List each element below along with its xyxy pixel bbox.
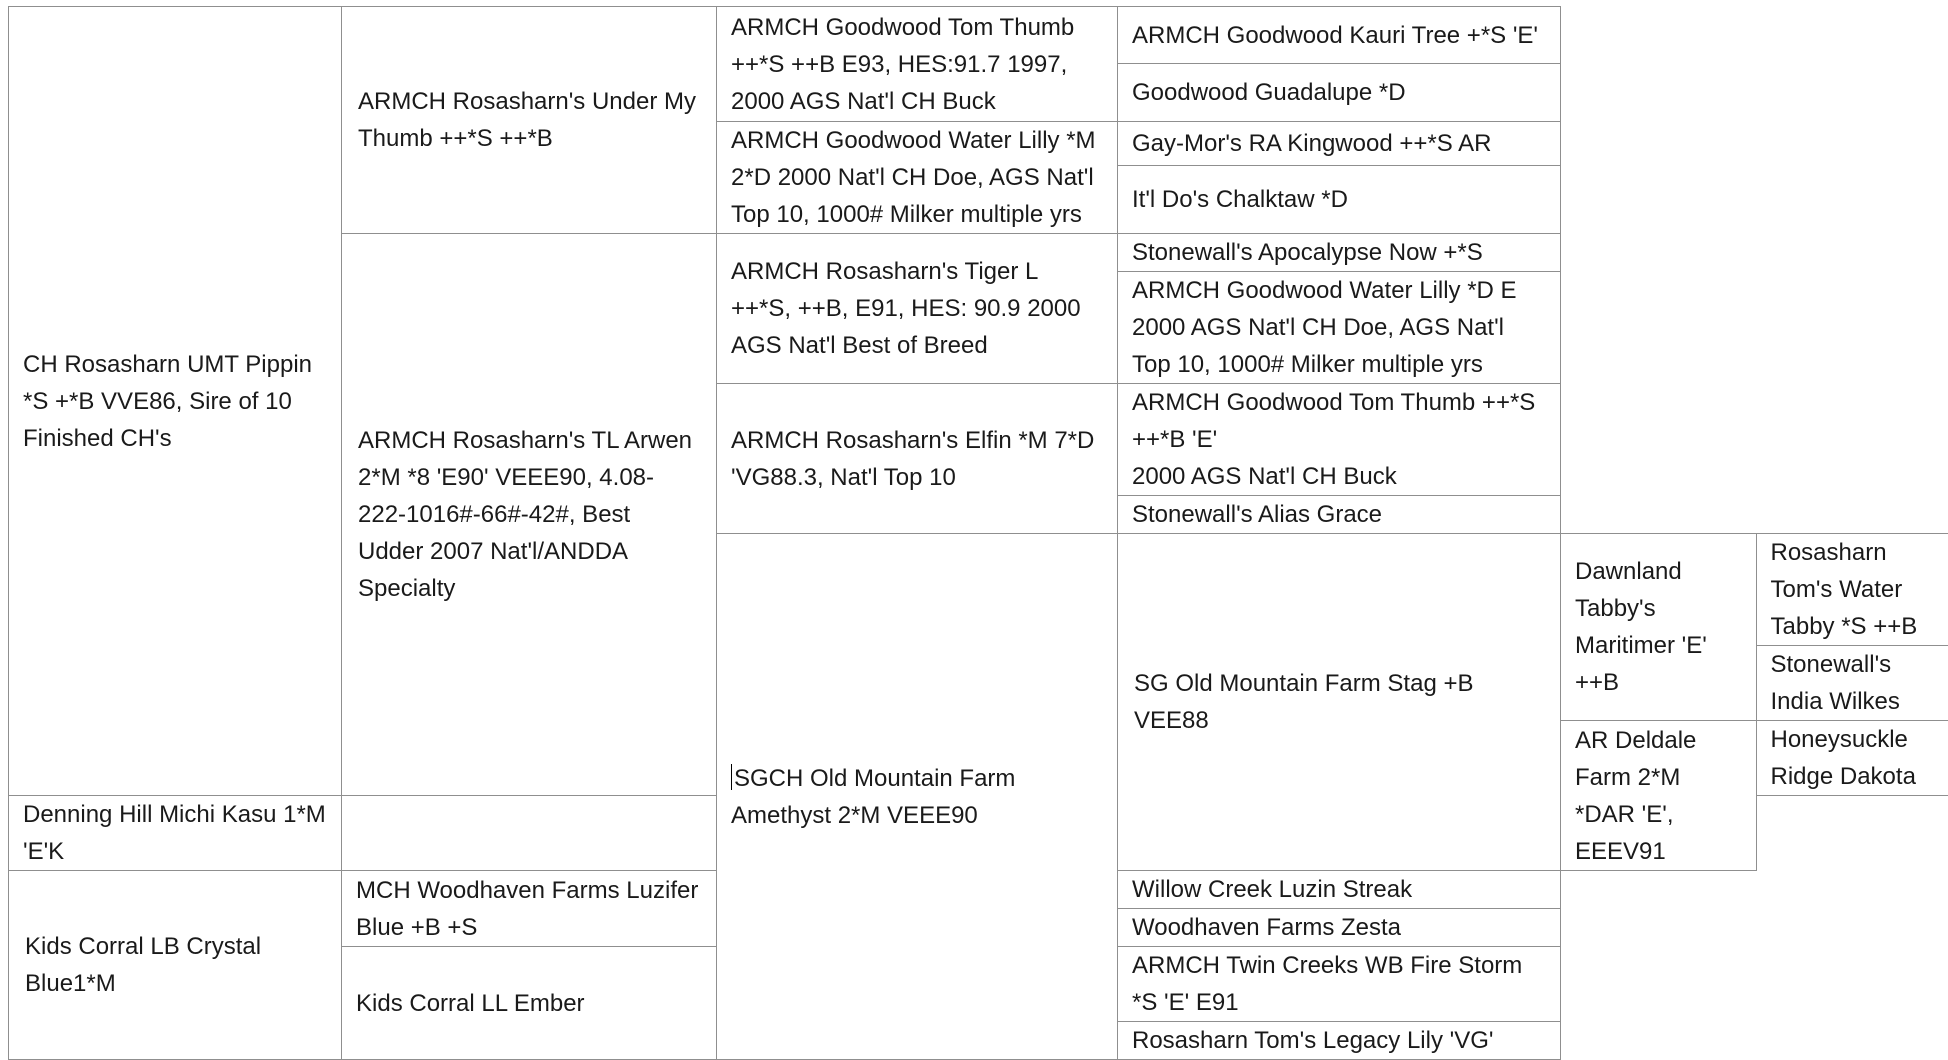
sds-cell[interactable] (717, 234, 1118, 384)
dsd-name: AR Deldale Farm 2*M *DAR 'E', EEEV91 (1575, 722, 1742, 870)
text-cursor (731, 764, 732, 790)
dddd-cell[interactable] (1118, 1022, 1561, 1060)
dds-name: MCH Woodhaven Farms Luzifer Blue +B +S (356, 872, 702, 946)
ssds-name: Gay-Mor's RA Kingwood ++*S AR (1132, 125, 1546, 162)
sdss-cell[interactable] (1118, 234, 1561, 272)
ddds-cell[interactable] (1118, 947, 1561, 1022)
ssd-name: ARMCH Goodwood Water Lilly *M 2*D 2000 Nat'l CH Doe, AGS Nat'l Top 10, 1000# Milker multiple yrs (731, 122, 1103, 233)
sssd-name: Goodwood Guadalupe *D (1132, 74, 1546, 111)
pedigree-row (9, 7, 1948, 64)
sdds-cell[interactable] (1118, 384, 1561, 496)
sdds-name-line1: ARMCH Goodwood Tom Thumb ++*S ++*B 'E' (1132, 384, 1546, 458)
sss-name: ARMCH Goodwood Tom Thumb ++*S ++B E93, HES:91.7 1997, 2000 AGS Nat'l CH Buck (731, 9, 1103, 120)
sdsd-name: ARMCH Goodwood Water Lilly *D E 2000 AGS Nat'l CH Doe, AGS Nat'l Top 10, 1000# Milker multiple yrs (1132, 272, 1546, 383)
ddsd-name: Woodhaven Farms Zesta (1132, 909, 1546, 946)
ssds-cell[interactable] (1118, 122, 1561, 166)
pedigree-table (8, 6, 1948, 1060)
ssss-cell[interactable] (1118, 7, 1561, 64)
dam-sire-cell[interactable] (1118, 534, 1561, 871)
ddd-name: Kids Corral LL Ember (356, 985, 702, 1022)
dsdd-cell[interactable] (9, 796, 342, 871)
ddss-cell[interactable] (1118, 871, 1561, 909)
dsdd-name: Denning Hill Michi Kasu 1*M 'E'K (23, 796, 327, 870)
dam-dam-name: Kids Corral LB Crystal Blue1*M (23, 928, 327, 1002)
sdds-name-line2: 2000 AGS Nat'l CH Buck (1132, 458, 1546, 495)
sdd-cell[interactable] (717, 384, 1118, 534)
dss-name: Dawnland Tabby's Maritimer 'E' ++B (1575, 553, 1742, 701)
dds-cell[interactable] (342, 871, 717, 947)
sdss-name: Stonewall's Apocalypse Now +*S (1132, 234, 1546, 271)
dsss-cell[interactable] (1756, 534, 1948, 646)
dam-cell[interactable] (717, 534, 1118, 1060)
ssdd-cell[interactable] (1118, 166, 1561, 234)
sire-sire-name: ARMCH Rosasharn's Under My Thumb ++*S ++*B (356, 83, 702, 157)
ssd-cell[interactable] (717, 122, 1118, 234)
ssdd-name: It'l Do's Chalktaw *D (1132, 181, 1546, 218)
dsd-cell[interactable] (1561, 721, 1757, 871)
dam-name-text: SGCH Old Mountain Farm Amethyst 2*M VEEE90 (731, 765, 1015, 829)
sssd-cell[interactable] (1118, 64, 1561, 122)
ddds-name: ARMCH Twin Creeks WB Fire Storm *S 'E' E91 (1132, 947, 1546, 1021)
dssd-name: Stonewall's India Wilkes (1771, 646, 1938, 720)
dsds-name: Honeysuckle Ridge Dakota (1771, 721, 1938, 795)
sire-sire-cell[interactable] (342, 7, 717, 234)
dssd-cell[interactable] (1756, 646, 1948, 721)
dam-name (731, 760, 1103, 834)
sddd-name: Stonewall's Alias Grace (1132, 496, 1546, 533)
ddss-name: Willow Creek Luzin Streak (1132, 871, 1546, 908)
sire-cell[interactable] (9, 7, 342, 796)
sire-name: CH Rosasharn UMT Pippin *S +*B VVE86, Sire of 10 Finished CH's (23, 346, 327, 457)
sdd-name: ARMCH Rosasharn's Elfin *M 7*D 'VG88.3, Nat'l Top 10 (731, 422, 1103, 496)
sss-cell[interactable] (717, 7, 1118, 122)
dss-cell[interactable] (1561, 534, 1757, 721)
dddd-name: Rosasharn Tom's Legacy Lily 'VG' (1132, 1022, 1546, 1059)
dsss-name: Rosasharn Tom's Water Tabby *S ++B (1771, 534, 1938, 645)
dam-sire-name: SG Old Mountain Farm Stag +B VEE88 (1132, 665, 1546, 739)
sdsd-cell[interactable] (1118, 272, 1561, 384)
sds-name: ARMCH Rosasharn's Tiger L ++*S, ++B, E91, HES: 90.9 2000 AGS Nat'l Best of Breed (731, 253, 1103, 364)
sire-dam-cell[interactable] (342, 234, 717, 796)
dsds-cell[interactable] (1756, 721, 1948, 796)
ddd-cell[interactable] (342, 947, 717, 1060)
ssss-name: ARMCH Goodwood Kauri Tree +*S 'E' (1132, 17, 1546, 54)
ddsd-cell[interactable] (1118, 909, 1561, 947)
dam-dam-cell[interactable] (9, 871, 342, 1060)
sire-dam-name: ARMCH Rosasharn's TL Arwen 2*M *8 'E90' VEEE90, 4.08-222-1016#-66#-42#, Best Udder 2007 Nat'l/ANDDA Specialty (356, 422, 702, 607)
sddd-cell[interactable] (1118, 496, 1561, 534)
